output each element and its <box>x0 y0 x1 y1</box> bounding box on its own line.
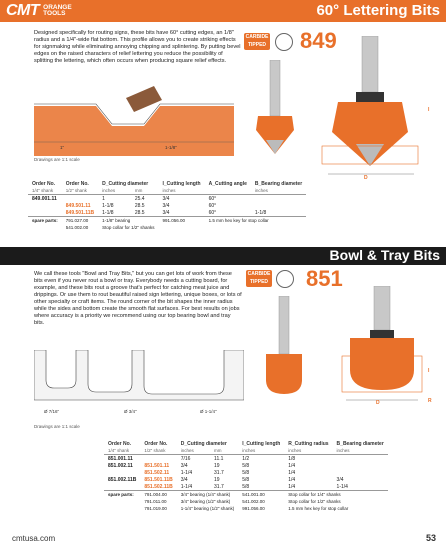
dim-a-label: 1" <box>60 145 65 150</box>
dim-b-label: Ø 3/4" <box>124 409 137 414</box>
spare-parts-row: spare parts: 791.004.00 3/4" bearing (1/4" shank) 541.001.00 Stop collar for 1/4" shanks <box>108 492 341 497</box>
brand-name: CMT <box>6 2 40 19</box>
table-row: 849.501.11B 1-1/8 28.5 3/4 60° 1-1/8 <box>28 209 306 217</box>
table-row: 851.502.11 1-1/4 31.7 5/8 1/4 <box>144 469 296 476</box>
section1-spec-table: Order No. Order No. D_Cutting diameter I_Cutting length A_Cutting angle B_Bearing diameter 1/4" shank 1/2" shank inches mm inches inches 849.001.11 1 25.4 3/4 60° 849.501.11 1-1/8 28.5 3/4 60° 849.501.11B 1-1/8 28.5 3/4 60° 1-1/8 spare parts: 791.027.00 1-1/8" bearing 991.056.00 1.5 mm hex key for stop collar 541.002.00 Stop collar for 1/2" shanks <box>28 180 306 231</box>
bit-849-photo-large <box>318 36 428 184</box>
table-row: 851.502.11B 1-1/4 31.7 5/8 1/4 1-1/4 <box>104 483 388 491</box>
spare-parts-row: 541.002.00 Stop collar for 1/2" shanks <box>65 225 155 230</box>
section1-scale-note: Drawings are 1:1 scale <box>34 157 80 162</box>
bowl-tray-profile-diagram <box>34 350 244 410</box>
section2-scale-note: Drawings are 1:1 scale <box>34 424 80 429</box>
label-D: D <box>364 175 368 181</box>
section2-spec-table: Order No. Order No. D_Cutting diameter I_Cutting length R_Cutting radius B_Bearing diameter 1/4" shank 1/2" shank inches mm inches inches inches 851.001.11 7/16 11.1 1/2 1/8 851.002.11 851.501.11 3/4 19 5/8 1/4 851.502.11 1-1/4 31.7 5/8 1/4 851.002.11B 851.501.11B 3/4 19 5/8 1/4 3/4 851.502.11B 1-1/4 31.7 5/8 1/4 1-1/4 spare parts: 791.004.00 3/4" bearing (1/4" shank) 541.001.00 Stop collar for 1/4" shanks 791.011.00 3/4" bearing (1/2" shank) 541.002.00 Stop collar for 1/2" shanks 791.019.00 1-1/4" bearing (1/2" shank) 991.056.00 1.5 mm hex key for stop collar <box>104 440 388 512</box>
section2-description: We call these tools "Bowl and Tray Bits," but you can get lots of work from these bits even if you never rout a bowl or tray. Everybody needs a cutting board, for example, and these bits rout a groove that's perfect for catching meat juice and drippings. Or use them to rout beautiful raised sign lettering, unique boxes, or lots of other specialty or craft items. The round corner of the bit shapes the inner radius while the sides and bottom create the smooth flat surfaces. For best results on jobs where accuracy is a priority we recommend using our top bearing bowl and tray bits. <box>34 271 242 326</box>
table-row: 851.002.11B 851.501.11B 3/4 19 5/8 1/4 3/4 <box>108 476 344 483</box>
section2-title: Bowl & Tray Bits <box>329 247 440 263</box>
section1-description: Designed specifically for routing signs, these bits have 60° cutting edges, an 1/8" radius and a 1/4"-wide flat bottom. This profile allows you to create striking effects for signmaking while eliminating annoying chipping and splintering. By putting bevel edges on the raised characters of relief lettering you reduce the possibility of splitting the lettering, which often occurs when producing square relief effects. <box>34 30 241 64</box>
certification-icon <box>276 270 294 288</box>
dim-c-label: Ø 1-1/4" <box>200 409 217 414</box>
section2-part-number: 851 <box>306 266 343 291</box>
bit-849-photo-small <box>244 60 306 176</box>
label-I: I <box>428 368 430 374</box>
spare-parts-row: spare parts: 791.027.00 1-1/8" bearing 991.056.00 1.5 mm hex key for stop collar <box>32 218 269 223</box>
table-row: 849.501.11 1-1/8 28.5 3/4 60° <box>65 202 217 209</box>
label-R: R <box>428 398 432 404</box>
label-I: I <box>428 107 430 113</box>
table-row: 851.002.11 851.501.11 3/4 19 5/8 1/4 <box>108 462 296 469</box>
label-D: D <box>376 400 380 406</box>
footer-url[interactable]: cmtusa.com <box>12 534 56 543</box>
dim-a-label: Ø 7/16" <box>44 409 60 414</box>
bit-851-photo-large <box>336 286 428 408</box>
table-row: 849.001.11 1 25.4 3/4 60° <box>32 195 217 202</box>
carbide-tipped-badge: CARBIDE TIPPED <box>247 271 271 285</box>
brand-logo <box>6 3 72 19</box>
spare-parts-row: 791.019.00 1-1/4" bearing (1/2" shank) 991.056.00 1.5 mm hex key for stop collar <box>144 506 349 511</box>
bit-851-photo-small <box>254 296 314 408</box>
dim-b-label: 1-1/8" <box>165 145 177 150</box>
certification-icon <box>275 33 293 51</box>
table-row: 851.001.11 7/16 11.1 1/2 1/8 <box>108 455 296 462</box>
page-number: 53 <box>425 533 436 543</box>
section1-title: 60° Lettering Bits <box>316 2 440 19</box>
section1-part-number: 849 <box>300 28 337 53</box>
brand-tagline: ORANGE TOOLS <box>43 3 72 17</box>
spare-parts-row: 791.011.00 3/4" bearing (1/2" shank) 541.002.00 Stop collar for 1/2" shanks <box>144 499 341 504</box>
carbide-tipped-badge: CARBIDE TIPPED <box>245 34 269 48</box>
